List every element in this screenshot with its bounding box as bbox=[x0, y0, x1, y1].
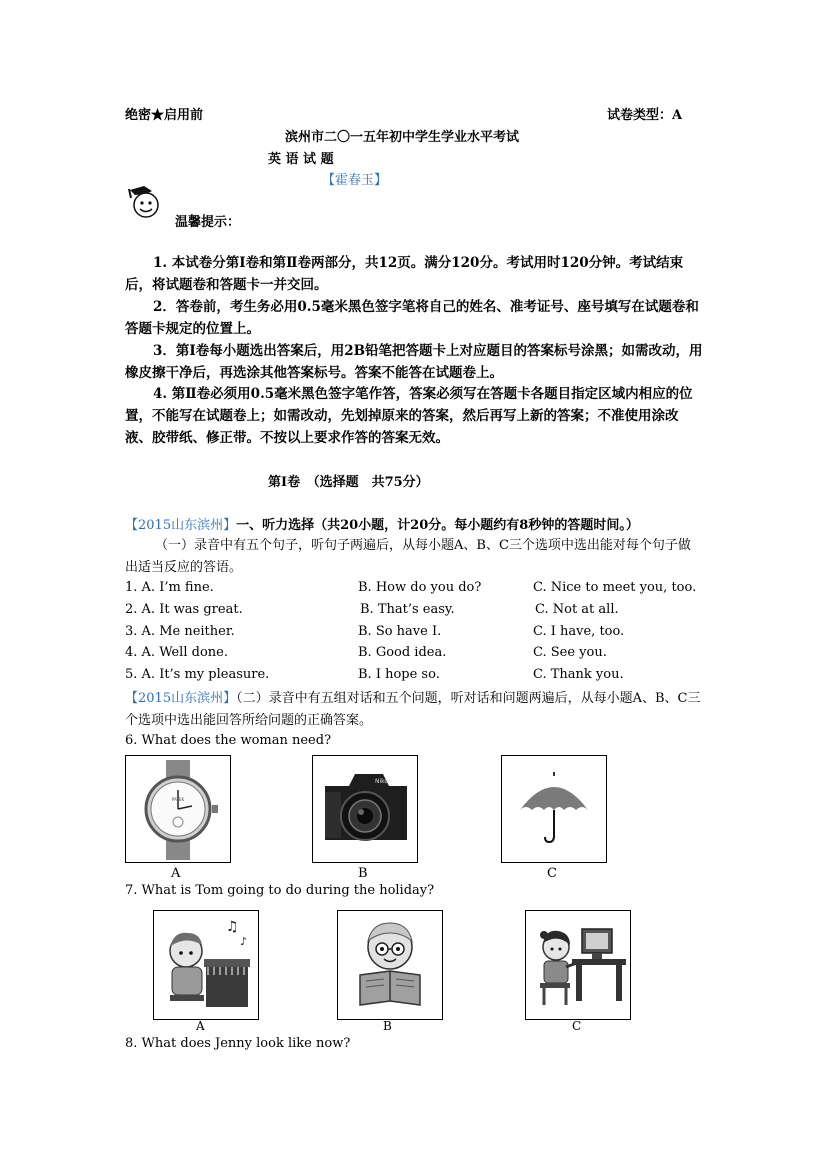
q4-option-c: C. See you. bbox=[533, 645, 607, 660]
q2-option-c: C. Not at all. bbox=[535, 602, 619, 617]
tips-heading: 温馨提示： bbox=[175, 215, 241, 230]
q2-option-a: 2. A. It was great. bbox=[125, 602, 243, 617]
q7-label-b: B bbox=[383, 1019, 392, 1033]
section1-tag: 【2015山东滨州】 bbox=[125, 518, 237, 533]
svg-text:PATEK: PATEK bbox=[171, 797, 185, 802]
piano-boy-image bbox=[153, 910, 259, 1020]
section1-heading bbox=[125, 514, 639, 533]
author-tag: 【霍春玉】 bbox=[322, 173, 388, 188]
sub2-tag: 【2015山东滨州】 bbox=[125, 691, 237, 706]
q1-option-c: C. Nice to meet you, too. bbox=[533, 580, 697, 595]
smiley-icon bbox=[127, 182, 163, 222]
camera-image bbox=[312, 755, 418, 863]
part1-title: 第Ⅰ卷 （选择题 共75分） bbox=[268, 475, 429, 490]
q6-text: 6. What does the woman need? bbox=[125, 733, 332, 748]
q1-option-a: 1. A. I’m fine. bbox=[125, 580, 214, 595]
sub2-instructions bbox=[125, 688, 705, 732]
svg-text:♪: ♪ bbox=[240, 935, 248, 948]
q3-option-b: B. So have I. bbox=[358, 624, 442, 639]
q5-option-b: B. I hope so. bbox=[358, 667, 440, 682]
svg-text:Nikon: Nikon bbox=[375, 778, 392, 785]
q1-option-b: B. How do you do? bbox=[358, 580, 482, 595]
q3-option-c: C. I have, too. bbox=[533, 624, 625, 639]
q6-label-c: C bbox=[547, 866, 557, 881]
tip-1: 1. 本试卷分第Ⅰ卷和第Ⅱ卷两部分，共12页。满分120分。考试用时120分钟。考试结束后，将试题卷和答题卡一并交回。 bbox=[125, 255, 684, 293]
exam-title: 滨州市二〇一五年初中学生学业水平考试 bbox=[285, 130, 520, 145]
section1-title: 一、听力选择（共20小题，计20分。每小题约有8秒钟的答题时间。） bbox=[236, 518, 639, 533]
confidential-label: 绝密★启用前 bbox=[125, 108, 204, 123]
subject-title: 英 语 试 题 bbox=[268, 152, 334, 167]
q5-option-c: C. Thank you. bbox=[533, 667, 624, 682]
tip-4: 4. 第Ⅱ卷必须用0.5毫米黑色签字笔作答，答案必须写在答题卡各题目指定区域内相应的位置，不能写在试题卷上；如需改动，先划掉原来的答案，然后再写上新的答案；不准使用涂改液、胶带纸、修正带。不按以上要求作答的答案无效。 bbox=[125, 386, 693, 446]
tip-3: 3．第Ⅰ卷每小题选出答案后，用2B铅笔把答题卡上对应题目的答案标号涂黑；如需改动，用橡皮擦干净后，再选涂其他答案标号。答案不能答在试题卷上。 bbox=[125, 343, 703, 381]
watch-image bbox=[125, 755, 231, 863]
umbrella-image bbox=[501, 755, 607, 863]
reading-grandpa-image bbox=[337, 910, 443, 1020]
q5-option-a: 5. A. It’s my pleasure. bbox=[125, 667, 270, 682]
sub1-instructions: （一）录音中有五个句子，听句子两遍后，从每小题A、B、C三个选项中选出能对每个句子做出适当反应的答语。 bbox=[125, 538, 691, 575]
q7-text: 7. What is Tom going to do during the holiday? bbox=[125, 883, 435, 898]
q4-option-a: 4. A. Well done. bbox=[125, 645, 228, 660]
q3-option-a: 3. A. Me neither. bbox=[125, 624, 235, 639]
q7-label-a: A bbox=[196, 1019, 205, 1033]
computer-girl-image bbox=[525, 910, 631, 1020]
sub2-text: （二）录音中有五组对话和五个问题，听对话和问题两遍后，从每小题A、B、C三个选项中选出能回答所给问题的正确答案。 bbox=[125, 691, 701, 728]
q2-option-b: B. That’s easy. bbox=[360, 602, 455, 617]
svg-text:♫: ♫ bbox=[226, 919, 239, 935]
q4-option-b: B. Good idea. bbox=[358, 645, 447, 660]
paper-type-label: 试卷类型：A bbox=[607, 108, 683, 123]
q8-text: 8. What does Jenny look like now? bbox=[125, 1036, 351, 1051]
q6-label-b: B bbox=[358, 866, 368, 881]
tip-2: 2．答卷前，考生务必用0.5毫米黑色签字笔将自己的姓名、准考证号、座号填写在试题卷和答题卡规定的位置上。 bbox=[125, 299, 699, 337]
q7-label-c: C bbox=[572, 1019, 582, 1033]
q6-label-a: A bbox=[171, 866, 181, 881]
